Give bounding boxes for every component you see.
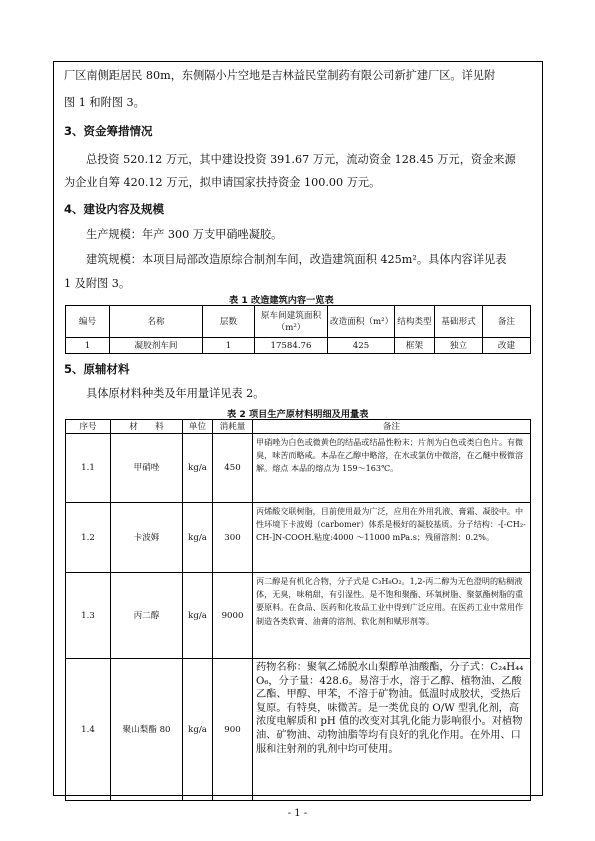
- production-scale: 生产规模：年产 300 万支甲硝唑凝胶。: [86, 228, 283, 241]
- section-heading-construction: 4、建设内容及规模: [64, 202, 165, 216]
- material-name: 丙二醇: [111, 573, 183, 659]
- material-note: 药物名称：聚氧乙烯脱水山梨醇单油酸酯，分子式：C₂₄H₄₄O₆，分子量：428.6。易溶于水，溶于乙醇、植物油、乙酸乙酯、甲醇、甲苯，不溶于矿物油。低温时成胶状，受热后复原。有特臭，味微苦。是一类优良的 O/W 型乳化剂，高浓度电解质和 pH 值的改变对其乳化能力影响很小。对植物油、矿物油、动物油脂等均有良好的乳化作用。在外用、口服和注射剂的乳剂中均可使用。: [253, 659, 531, 801]
- table1-header: 编号: [66, 306, 110, 338]
- table2-header: 单位: [183, 420, 213, 434]
- material-quantity: 900: [213, 659, 253, 801]
- table1-cell: 1: [66, 338, 110, 354]
- table1-cell: 凝胶剂车间: [110, 338, 203, 354]
- material-note: 丙烯酸交联树脂，目前使用最为广泛，应用在外用乳液、膏霜、凝胶中。中性环境下卡波姆（carbomer）体系是极好的凝胶基质。分子结构：-[-CH₂-CH-]N-COOH.粘度:4000 ～11000 mPa.s；残留溶剂：0.2%。: [253, 503, 531, 573]
- table1-header: 原车间建筑面积（m²）: [255, 306, 328, 338]
- material-no: 1.4: [66, 659, 111, 801]
- table1-caption: 表 1 改造建筑内容一览表: [229, 295, 334, 306]
- table2-header: 消耗量: [213, 420, 253, 434]
- table2-header: 序号: [66, 420, 111, 434]
- table1-header: 名称: [110, 306, 203, 338]
- material-unit: kg/a: [183, 573, 213, 659]
- table2-header-row: [66, 420, 531, 434]
- intro-line-1: 厂区南侧距居民 80m，东侧隔小片空地是吉林益民堂制药有限公司新扩建厂区。详见附: [64, 69, 496, 82]
- table1-header-row: [66, 306, 531, 338]
- table1-header: 结构类型: [395, 306, 435, 338]
- funding-line-2: 为企业自筹 420.12 万元，拟申请国家扶持资金 100.00 万元。: [64, 176, 381, 189]
- table2-header: 材 料: [111, 420, 183, 434]
- table1-header: 改造面积（m²）: [328, 306, 395, 338]
- table1-cell: 1: [203, 338, 255, 354]
- building-scale-line-2: 1 及附图 3。: [64, 277, 131, 290]
- material-unit: kg/a: [183, 659, 213, 801]
- page-number: - 1 -: [287, 808, 308, 819]
- building-scale-line-1: 建筑规模：本项目局部改造原综合制剂车间，改造建筑面积 425m²。具体内容详见表: [86, 253, 507, 266]
- table1-cell: 框架: [395, 338, 435, 354]
- material-name: 甲硝唑: [111, 434, 183, 503]
- material-unit: kg/a: [183, 434, 213, 503]
- table1-cell: 改建: [483, 338, 531, 354]
- funding-line-1: 总投资 520.12 万元，其中建设投资 391.67 万元，流动资金 128.45 万元，资金来源: [86, 153, 516, 166]
- table2: [65, 419, 531, 801]
- table-row: [66, 573, 531, 659]
- table-row: [66, 434, 531, 503]
- material-name: 卡波姆: [111, 503, 183, 573]
- table2-header: 备注: [253, 420, 531, 434]
- table-row: [66, 503, 531, 573]
- intro-line-2: 图 1 和附图 3。: [64, 96, 145, 109]
- table2-caption: 表 2 项目生产原材料明细及用量表: [227, 409, 369, 420]
- material-quantity: 300: [213, 503, 253, 573]
- table1-cell: 独立: [435, 338, 483, 354]
- table-row: [66, 659, 531, 801]
- section-heading-funding: 3、资金筹措情况: [64, 124, 153, 138]
- table1-header: 基础形式: [435, 306, 483, 338]
- material-quantity: 9000: [213, 573, 253, 659]
- material-quantity: 450: [213, 434, 253, 503]
- material-no: 1.1: [66, 434, 111, 503]
- table1-header: 层数: [203, 306, 255, 338]
- material-unit: kg/a: [183, 503, 213, 573]
- table1: [65, 305, 531, 354]
- material-name: 聚山梨酯 80: [111, 659, 183, 801]
- table1-cell: 425: [328, 338, 395, 354]
- material-note: 丙二醇是有机化合物，分子式是 C₃H₈O₂。1,2-丙二醇为无色澄明的粘稠液体，无臭，味稍甜，有引湿性。是不饱和聚酯、环氧树脂、聚氨酯树脂的重要原料。在食品、医药和化妆品工业中得到广泛应用。在医药工业中常用作制造各类软膏、油膏的溶剂、软化剂和赋形剂等。: [253, 573, 531, 659]
- table-row: [66, 338, 531, 354]
- materials-intro: 具体原材料种类及年用量详见表 2。: [86, 387, 265, 400]
- material-no: 1.2: [66, 503, 111, 573]
- table1-cell: 17584.76: [255, 338, 328, 354]
- table1-header: 备注: [483, 306, 531, 338]
- material-no: 1.3: [66, 573, 111, 659]
- material-note: 甲硝唑为白色或微黄色的结晶或结晶性粉末；片剂为白色或类白色片。有微臭，味苦而略咸。本品在乙醇中略溶，在水或氯仿中微溶，在乙醚中极微溶解。熔点 本品的熔点为 159～163℃。: [253, 434, 531, 503]
- section-heading-materials: 5、原辅材料: [64, 362, 130, 376]
